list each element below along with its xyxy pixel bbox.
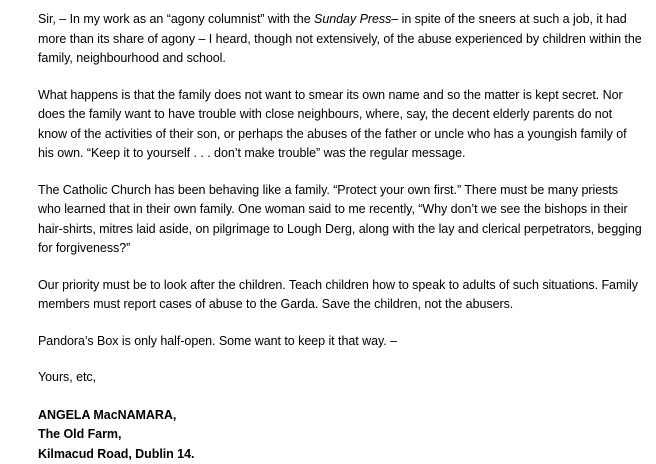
paragraph-1 bbox=[38, 10, 643, 69]
signature-address-line-1: The Old Farm, bbox=[38, 425, 643, 445]
signature-name: ANGELA MacNAMARA, bbox=[38, 406, 643, 426]
paragraph-1-end: – in spite of the sneers at such a job, it had more than its share of agony – I heard, though not extensively, of the abuse experienced by children within the family, neighbourhood and school. bbox=[38, 12, 642, 65]
paragraph-5: Pandora’s Box is only half-open. Some want to keep it that way. – bbox=[38, 332, 643, 352]
signature-address-line-2: Kilmacud Road, Dublin 14. bbox=[38, 445, 643, 464]
paragraph-2: What happens is that the family does not want to smear its own name and so the matter is kept secret. Nor does the family want to have trouble with close neighbours, where, say, the decent elderly parents do not know of the activities of their son, or perhaps the abuses of the father or uncle who has a youngish family of his own. “Keep it to yourself . . . don’t make trouble” was the regular message. bbox=[38, 86, 643, 164]
valediction: Yours, etc, bbox=[38, 368, 643, 388]
paragraph-3: The Catholic Church has been behaving like a family. “Protect your own first.” There must be many priests who learned that in their own family. One woman said to me recently, “Why don’t we see the bishops in their hair-shirts, mitres laid aside, on pilgrimage to Lough Derg, along with the lay and clerical perpetrators, begging for forgiveness?” bbox=[38, 181, 643, 259]
paragraph-1-start: Sir, – In my work as an “agony columnist” with the bbox=[38, 12, 314, 26]
letter-body bbox=[38, 10, 643, 464]
signature-block bbox=[38, 406, 643, 464]
paragraph-4: Our priority must be to look after the children. Teach children how to speak to adults of such situations. Family members must report cases of abuse to the Garda. Save the children, not the abusers. bbox=[38, 276, 643, 315]
newspaper-title: Sunday Press bbox=[314, 12, 391, 26]
